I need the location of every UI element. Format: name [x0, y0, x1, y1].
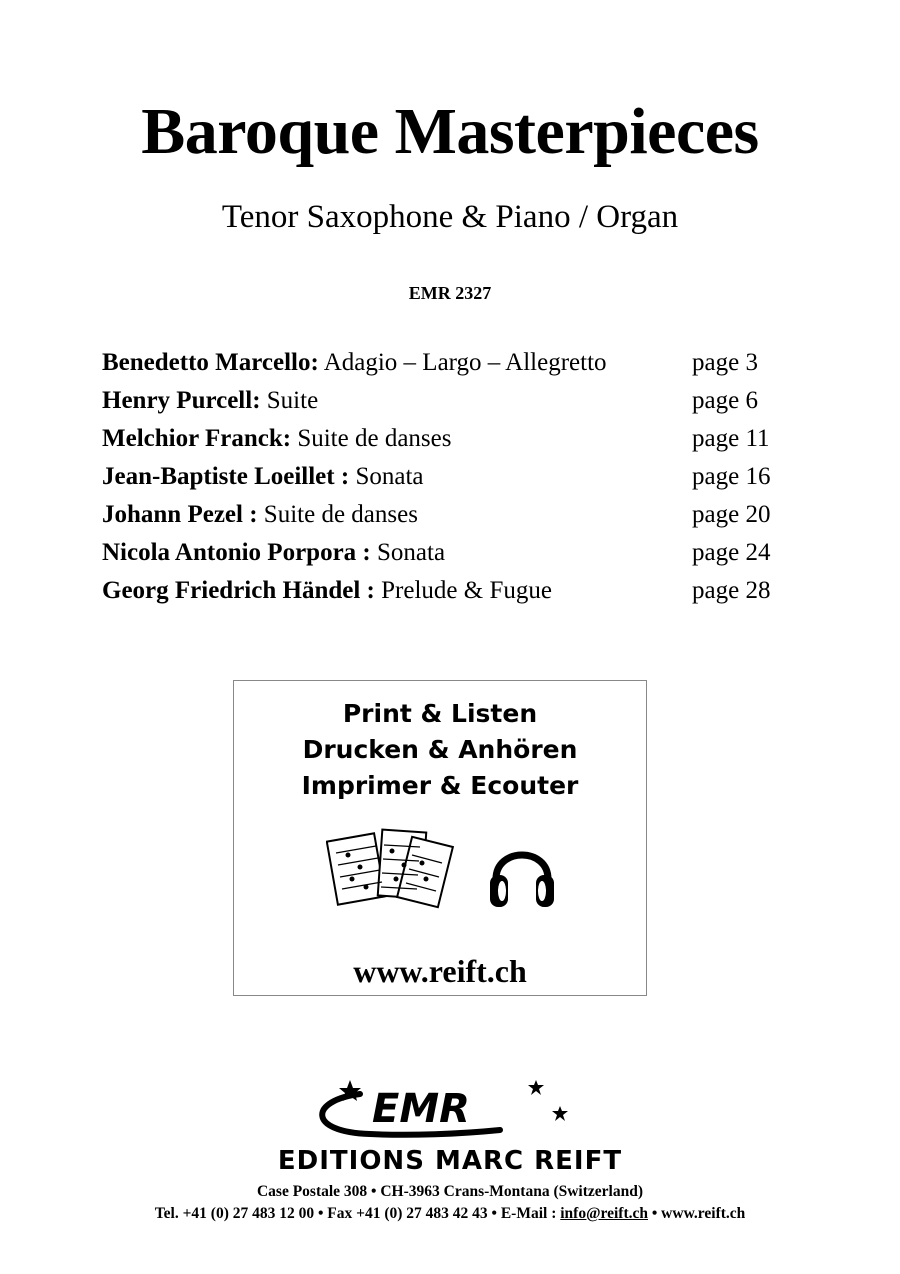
- publisher-name: EDITIONS MARC REIFT: [277, 1146, 623, 1176]
- composer-name: Henry Purcell:: [102, 387, 261, 414]
- composer-name: Benedetto Marcello:: [102, 349, 319, 376]
- composer-name: Johann Pezel :: [102, 501, 258, 528]
- email-link[interactable]: info@reift.ch: [560, 1205, 648, 1222]
- contact-website: • www.reift.ch: [648, 1205, 746, 1222]
- page-title: Baroque Masterpieces: [141, 95, 759, 168]
- website-link[interactable]: www.reift.ch: [353, 953, 527, 989]
- headphones-icon: [486, 833, 558, 913]
- work-title: Suite: [260, 387, 319, 414]
- page-reference: page 16: [692, 463, 771, 490]
- work-title: Sonata: [370, 539, 446, 566]
- page-reference: page 6: [692, 387, 758, 414]
- toc-entry-pezel: [102, 496, 802, 534]
- toc-entry-purcell: [102, 382, 802, 420]
- publisher-contact: [0, 1204, 900, 1224]
- toc-entry-marcello: [102, 344, 802, 382]
- work-title: Sonata: [349, 463, 424, 490]
- toc-entry-handel: [102, 572, 802, 610]
- table-of-contents: [102, 344, 802, 610]
- promo-line-french: Imprimer & Ecouter: [301, 771, 579, 800]
- work-title: Suite de danses: [291, 425, 452, 452]
- page-reference: page 11: [692, 425, 770, 452]
- emr-logo: [300, 1074, 580, 1144]
- work-title: Suite de danses: [257, 501, 418, 528]
- composer-name: Jean-Baptiste Loeillet :: [102, 463, 350, 490]
- promo-line-german: Drucken & Anhören: [302, 735, 578, 764]
- print-listen-box: [233, 680, 647, 996]
- toc-entry-porpora: [102, 534, 802, 572]
- publisher-address: Case Postale 308 • CH-3963 Crans-Montana (Switzerland): [256, 1183, 643, 1200]
- toc-entry-loeillet: [102, 458, 802, 496]
- work-title: Prelude & Fugue: [374, 577, 552, 604]
- sheet-music-icon: [326, 827, 456, 917]
- contact-phone-fax: Tel. +41 (0) 27 483 12 00 • Fax +41 (0) 27 483 42 43 • E-Mail :: [154, 1205, 561, 1222]
- composer-name: Georg Friedrich Händel :: [102, 577, 375, 604]
- catalog-number: EMR 2327: [408, 283, 492, 303]
- work-title: Adagio – Largo – Allegretto: [318, 349, 607, 376]
- page-reference: page 28: [692, 577, 771, 604]
- composer-name: Melchior Franck:: [102, 425, 292, 452]
- toc-entry-franck: [102, 420, 802, 458]
- page-reference: page 3: [692, 349, 758, 376]
- instrumentation-subtitle: Tenor Saxophone & Piano / Organ: [221, 199, 679, 235]
- page-reference: page 24: [692, 539, 771, 566]
- svg-text:EMR: EMR: [372, 1086, 470, 1132]
- composer-name: Nicola Antonio Porpora :: [102, 539, 371, 566]
- page-reference: page 20: [692, 501, 771, 528]
- promo-line-english: Print & Listen: [342, 699, 538, 728]
